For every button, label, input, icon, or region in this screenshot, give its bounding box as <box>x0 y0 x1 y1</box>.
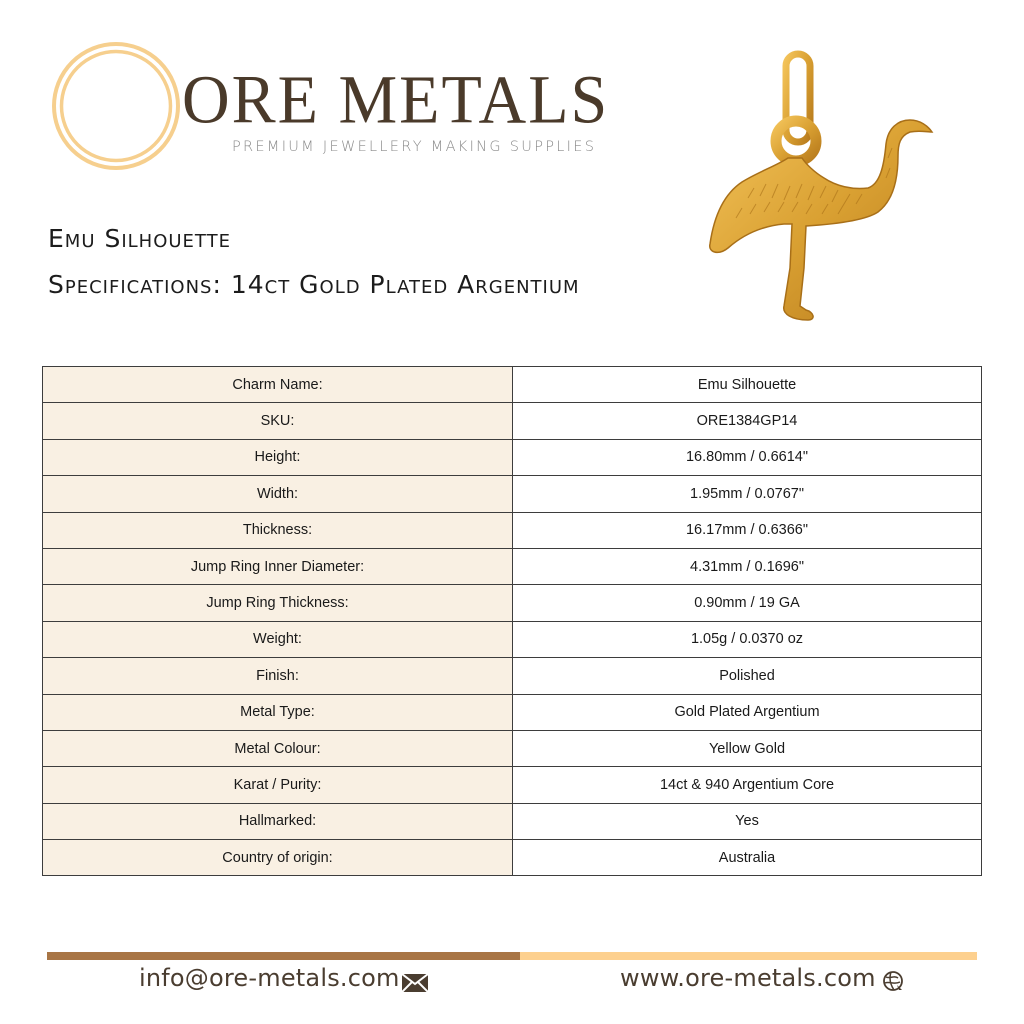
row-label: Thickness: <box>43 512 513 548</box>
table-row-jump-ring-thickness <box>43 585 982 621</box>
footer-divider-left <box>47 952 520 960</box>
row-value: Polished <box>513 658 982 694</box>
row-value: ORE1384GP14 <box>513 403 982 439</box>
row-value: Gold Plated Argentium <box>513 694 982 730</box>
row-label: Country of origin: <box>43 840 513 876</box>
table-row-metal-type <box>43 694 982 730</box>
footer-website-link[interactable]: www.ore-metals.com <box>620 964 876 992</box>
row-label: Metal Type: <box>43 694 513 730</box>
brand-name: ORE METALS <box>182 61 610 139</box>
row-label: Hallmarked: <box>43 803 513 839</box>
table-row-finish <box>43 658 982 694</box>
row-label: Karat / Purity: <box>43 767 513 803</box>
globe-icon <box>882 970 904 992</box>
table-row-weight <box>43 621 982 657</box>
table-row-hallmarked <box>43 803 982 839</box>
brand-tagline: PREMIUM JEWELLERY MAKING SUPPLIES <box>232 139 597 155</box>
row-value: 4.31mm / 0.1696" <box>513 548 982 584</box>
row-value: Yellow Gold <box>513 730 982 766</box>
row-label: Width: <box>43 476 513 512</box>
row-label: Height: <box>43 439 513 475</box>
row-label: Charm Name: <box>43 367 513 403</box>
row-label: Finish: <box>43 658 513 694</box>
row-label: Jump Ring Thickness: <box>43 585 513 621</box>
table-row-height <box>43 439 982 475</box>
row-value: 0.90mm / 19 GA <box>513 585 982 621</box>
product-specifications: Specifications: 14ct Gold Plated Argentium <box>48 270 580 299</box>
row-label: Metal Colour: <box>43 730 513 766</box>
row-value: Emu Silhouette <box>513 367 982 403</box>
row-label: Weight: <box>43 621 513 657</box>
row-value: 16.80mm / 0.6614" <box>513 439 982 475</box>
table-row-width <box>43 476 982 512</box>
table-row-metal-colour <box>43 730 982 766</box>
table-row-country-of-origin <box>43 840 982 876</box>
double-ring-logo-icon <box>50 40 182 172</box>
table-row-karat-purity <box>43 767 982 803</box>
row-value: Australia <box>513 840 982 876</box>
row-value: Yes <box>513 803 982 839</box>
mail-icon <box>402 974 428 992</box>
table-row-charm-name <box>43 367 982 403</box>
row-label: Jump Ring Inner Diameter: <box>43 548 513 584</box>
row-value: 1.05g / 0.0370 oz <box>513 621 982 657</box>
footer-divider-right <box>520 952 977 960</box>
emu-charm-image <box>688 48 938 328</box>
row-label: SKU: <box>43 403 513 439</box>
table-row-jump-ring-inner-diameter <box>43 548 982 584</box>
row-value: 14ct & 940 Argentium Core <box>513 767 982 803</box>
row-value: 16.17mm / 0.6366" <box>513 512 982 548</box>
table-row-sku <box>43 403 982 439</box>
table-row-thickness <box>43 512 982 548</box>
specifications-table <box>42 366 982 876</box>
footer-email-link[interactable]: info@ore-metals.com <box>139 964 400 992</box>
product-title: Emu Silhouette <box>48 224 231 253</box>
row-value: 1.95mm / 0.0767" <box>513 476 982 512</box>
